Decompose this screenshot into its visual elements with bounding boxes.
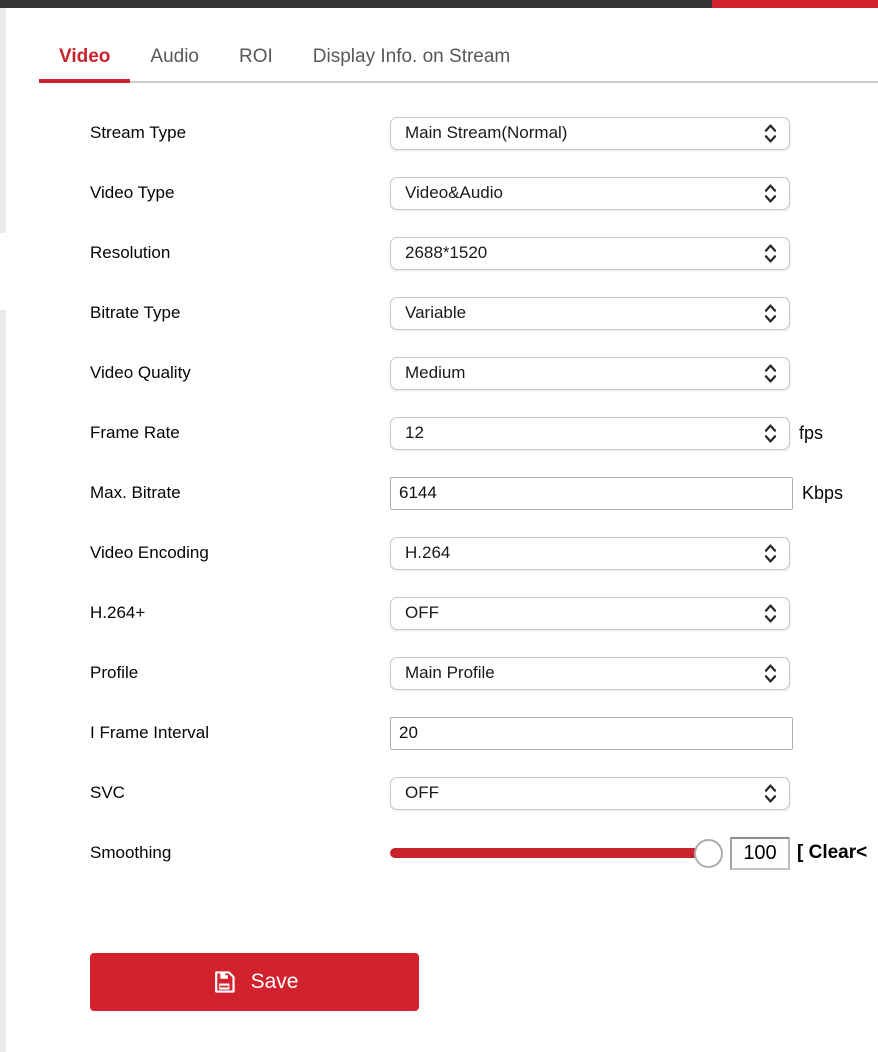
tab-roi[interactable]: ROI [239,46,273,67]
slider-range-hint: [ Clear< [797,842,868,863]
field-label-video-quality: Video Quality [90,363,191,382]
field-label-stream-type: Stream Type [90,123,187,142]
field-label-max-bitrate: Max. Bitrate [90,483,181,502]
select-value: OFF [405,783,439,802]
field-label-profile: Profile [90,663,139,682]
form-row [6,643,878,703]
select-value: Medium [405,363,466,382]
chevron-up-down-icon [763,302,778,325]
form-row [6,283,878,343]
unit-suffix: Kbps [802,482,844,503]
unit-suffix: fps [799,422,824,443]
field-label-frame-rate: Frame Rate [90,423,180,442]
save-button-label: Save [250,970,299,993]
chevron-up-down-icon [763,602,778,625]
form-row [6,823,878,883]
input-max-bitrate[interactable] [390,477,793,510]
chevron-up-down-icon [763,542,778,565]
select-stream-type[interactable] [390,117,790,150]
select-value: H.264 [405,543,451,562]
field-label-smoothing: Smoothing [90,843,172,862]
top-bar [0,0,878,8]
field-label-bitrate-type: Bitrate Type [90,303,181,322]
form-row [6,343,878,403]
select-value: Variable [405,303,467,322]
slider-value-input[interactable] [730,837,790,870]
field-label-svc: SVC [90,783,125,802]
select-video-quality[interactable] [390,357,790,390]
select-value: Main Profile [405,663,495,682]
select-video-encoding[interactable] [390,537,790,570]
form-row [6,703,878,763]
form-row [6,583,878,643]
form-row [6,103,878,163]
save-floppy-icon [211,969,237,995]
chevron-up-down-icon [763,662,778,685]
tab-audio[interactable]: Audio [150,46,199,67]
form-row [6,463,878,523]
field-label-resolution: Resolution [90,243,171,262]
chevron-up-down-icon [763,182,778,205]
field-label-video-encoding: Video Encoding [90,543,209,562]
form-row [6,163,878,223]
select-bitrate-type[interactable] [390,297,790,330]
tab-bar [39,34,878,83]
select-resolution[interactable] [390,237,790,270]
select-profile[interactable] [390,657,790,690]
tab-display-info-on-stream[interactable]: Display Info. on Stream [312,46,511,67]
select-value: Video&Audio [405,183,503,202]
form-row [6,763,878,823]
chevron-up-down-icon [763,362,778,385]
slider-thumb[interactable] [694,839,723,868]
chevron-up-down-icon [763,242,778,265]
field-label-video-type: Video Type [90,183,175,202]
select-svc[interactable] [390,777,790,810]
tab-video[interactable]: Video [39,34,130,83]
select-h-264[interactable] [390,597,790,630]
select-frame-rate[interactable] [390,417,790,450]
select-video-type[interactable] [390,177,790,210]
top-bar-accent [712,0,878,8]
select-value: Main Stream(Normal) [405,123,568,142]
chevron-up-down-icon [763,782,778,805]
video-settings-form [6,103,878,883]
chevron-up-down-icon [763,122,778,145]
settings-panel [6,8,878,1052]
select-value: 12 [405,423,424,442]
form-row [6,523,878,583]
field-label-h-264: H.264+ [90,603,146,622]
field-label-i-frame-interval: I Frame Interval [90,723,210,742]
form-row [6,403,878,463]
select-value: OFF [405,603,439,622]
input-i-frame-interval[interactable] [390,717,793,750]
save-button[interactable] [90,953,419,1011]
chevron-up-down-icon [763,422,778,445]
slider-track-filled[interactable] [390,848,710,858]
form-row [6,223,878,283]
select-value: 2688*1520 [405,243,488,262]
smoothing-slider[interactable] [390,837,723,870]
